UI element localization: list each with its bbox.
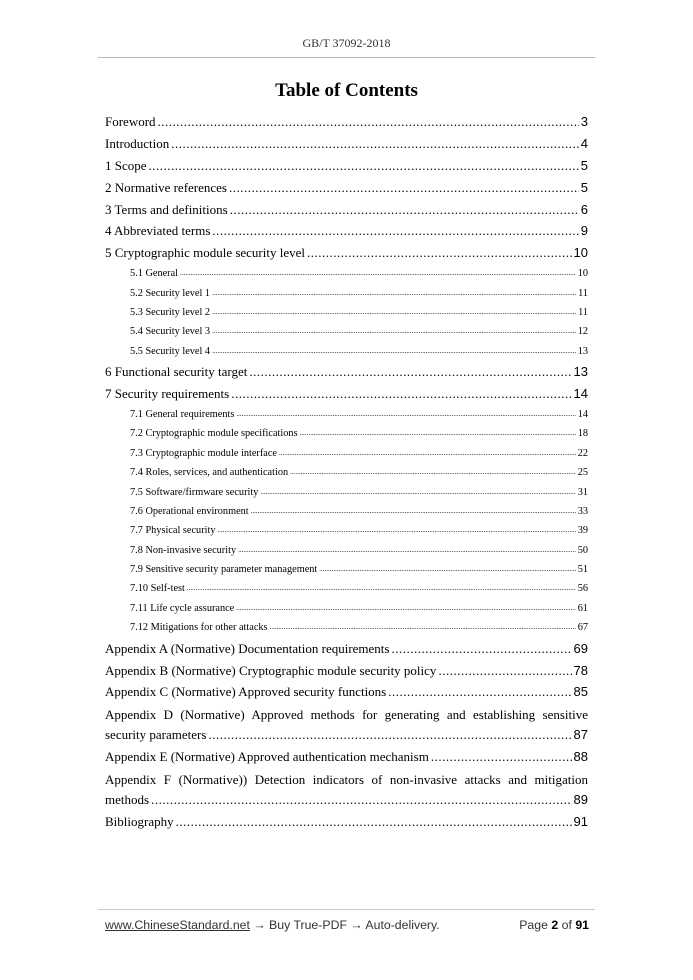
dot-leader: [391, 638, 571, 660]
toc-page-number: 78: [573, 662, 588, 678]
toc-entry[interactable]: [105, 703, 588, 746]
toc-entry-label: Bibliography: [105, 814, 174, 830]
dot-leader: [180, 263, 576, 283]
toc-entry-label: 7.4 Roles, services, and authentication: [130, 467, 289, 479]
toc-entry-label-line1: Appendix D (Normative) Approved methods for generating and establishing sensitive: [105, 707, 588, 723]
toc-page-number: 14: [573, 386, 588, 402]
dot-leader: [388, 681, 571, 703]
toc-entry-label: Foreword: [105, 113, 156, 129]
toc-subentry[interactable]: [105, 322, 588, 341]
toc-subentry[interactable]: [105, 284, 588, 303]
toc-entry-label: 5.2 Security level 1: [130, 287, 211, 299]
toc-page-number: 56: [577, 583, 588, 595]
toc-page-number: 25: [577, 467, 588, 479]
website-link[interactable]: www.ChineseStandard.net: [105, 918, 250, 932]
toc-entry-label: 2 Normative references: [105, 179, 227, 195]
toc-page-number: 67: [577, 622, 588, 634]
toc-page-number: 5: [580, 157, 588, 173]
toc-page-number: 13: [573, 364, 588, 380]
dot-leader: [208, 725, 571, 745]
toc-entry-label: Introduction: [105, 135, 170, 151]
toc-page-number: 22: [577, 447, 588, 459]
toc-entry-label: 7.9 Sensitive security parameter management: [130, 564, 318, 576]
toc-page-number: 14: [577, 408, 588, 420]
toc-entry-label: 6 Functional security target: [105, 364, 248, 380]
dot-leader: [249, 361, 571, 383]
toc-page-number: 5: [580, 179, 588, 195]
toc-page-number: 31: [577, 486, 588, 498]
dot-leader: [218, 520, 576, 540]
toc-entry-label: Appendix C (Normative) Approved security functions: [105, 684, 387, 700]
toc-page-number: 11: [578, 287, 588, 299]
toc-entry[interactable]: [105, 811, 588, 833]
toc-entry[interactable]: [105, 220, 588, 242]
toc-page-number: 4: [580, 135, 588, 151]
toc-entry[interactable]: [105, 768, 588, 811]
dot-leader: [319, 559, 575, 579]
dot-leader: [158, 111, 579, 133]
toc-subentry[interactable]: [105, 502, 588, 521]
dot-leader: [212, 341, 576, 361]
page-title: Table of Contents: [275, 80, 418, 101]
dot-leader: [238, 540, 576, 560]
toc-page-number: 89: [573, 791, 588, 807]
toc-entry[interactable]: [105, 681, 588, 703]
toc-page-number: 87: [573, 726, 588, 742]
toc-subentry[interactable]: [105, 483, 588, 502]
toc-entry-label: 7 Security requirements: [105, 386, 230, 402]
toc-subentry[interactable]: [105, 405, 588, 424]
toc-entry[interactable]: [105, 746, 588, 768]
dot-leader: [176, 811, 572, 833]
toc-page-number: 12: [577, 326, 588, 338]
toc-entry[interactable]: [105, 361, 588, 383]
dot-leader: [438, 660, 571, 682]
dot-leader: [307, 242, 572, 264]
toc-entry-label: security parameters: [105, 726, 207, 742]
toc-entry-label: 5.3 Security level 2: [130, 307, 211, 318]
dot-leader: [431, 746, 572, 768]
toc-entry-label: 7.7 Physical security: [130, 525, 216, 537]
toc-subentry[interactable]: [105, 541, 588, 560]
dot-leader: [260, 482, 575, 502]
toc-page-number: 50: [577, 544, 588, 556]
toc-subentry[interactable]: [105, 342, 588, 361]
toc-entry[interactable]: [105, 638, 588, 660]
dot-leader: [171, 133, 579, 155]
toc-entry-label: Appendix E (Normative) Approved authentication mechanism: [105, 749, 429, 765]
toc-entry-label: 7.1 General requirements: [130, 408, 235, 420]
toc-page-number: 33: [577, 505, 588, 517]
toc-page-number: 9: [580, 223, 588, 239]
dot-leader: [212, 220, 578, 242]
toc-entry-label: 3 Terms and definitions: [105, 201, 228, 217]
dot-leader: [149, 155, 579, 177]
toc-entry-label: 5.1 General: [130, 268, 179, 280]
running-header: GB/T 37092-2018: [302, 36, 391, 50]
promo-text: → Buy True-PDF → Auto-delivery.: [253, 918, 440, 932]
page-indicator: [519, 918, 589, 932]
page-prefix: Page: [519, 918, 548, 932]
toc-subentry[interactable]: [105, 424, 588, 443]
toc-entry[interactable]: [105, 177, 588, 199]
toc-page-number: 69: [573, 640, 588, 656]
dot-leader: [187, 578, 576, 598]
dot-leader: [251, 501, 576, 521]
toc-subentry[interactable]: [105, 599, 588, 618]
toc-entry[interactable]: [105, 383, 588, 405]
toc-entry-label: 5.5 Security level 4: [130, 345, 211, 357]
toc-subentry[interactable]: [105, 463, 588, 482]
toc-entry[interactable]: [105, 660, 588, 682]
toc-page-number: 6: [580, 201, 588, 217]
toc-page-number: 18: [577, 428, 588, 440]
toc-entry-label: 4 Abbreviated terms: [105, 223, 211, 239]
dot-leader: [231, 383, 571, 405]
toc-entry-label-line1: Appendix F (Normative)) Detection indicators of non-invasive attacks and mitigation: [105, 772, 588, 788]
total-pages: 91: [575, 918, 589, 932]
toc-page-number: 61: [577, 602, 588, 614]
toc-subentry[interactable]: [105, 303, 588, 322]
header-divider: [98, 57, 595, 58]
toc-entry-label: Appendix A (Normative) Documentation requirements: [105, 640, 390, 656]
toc-entry[interactable]: [105, 242, 588, 264]
toc-page-number: 11: [578, 307, 588, 318]
toc-entry-label: 5.4 Security level 3: [130, 326, 211, 338]
toc-subentry[interactable]: [105, 444, 588, 463]
toc-page-number: 10: [577, 268, 588, 280]
dot-leader: [300, 423, 576, 443]
table-of-contents: [105, 111, 588, 833]
toc-entry-label: 7.3 Cryptographic module interface: [130, 447, 277, 459]
toc-entry[interactable]: [105, 155, 588, 177]
toc-entry-label: 1 Scope: [105, 157, 147, 173]
toc-entry-label: 7.5 Software/firmware security: [130, 486, 259, 498]
current-page-number: 2: [551, 918, 559, 932]
toc-page-number: 39: [577, 525, 588, 537]
toc-page-number: 51: [577, 564, 588, 576]
toc-entry-label: methods: [105, 791, 150, 807]
toc-entry[interactable]: [105, 199, 588, 221]
toc-entry-label: 7.11 Life cycle assurance: [130, 602, 235, 614]
page-of: of: [561, 918, 572, 932]
dot-leader: [270, 617, 576, 637]
toc-page-number: 10: [573, 245, 588, 261]
dot-leader: [212, 302, 576, 322]
toc-subentry[interactable]: [105, 521, 588, 540]
dot-leader: [212, 283, 576, 303]
toc-page-number: 91: [573, 814, 588, 830]
toc-entry-label: 7.6 Operational environment: [130, 505, 249, 517]
dot-leader: [236, 598, 575, 618]
toc-page-number: 3: [580, 113, 588, 129]
dot-leader: [151, 790, 571, 810]
dot-leader: [229, 177, 579, 199]
footer-divider: [98, 909, 595, 910]
toc-entry[interactable]: [105, 111, 588, 133]
toc-subentry[interactable]: [105, 560, 588, 579]
page-footer: [105, 918, 589, 932]
dot-leader: [212, 321, 576, 341]
toc-page-number: 88: [573, 749, 588, 765]
toc-page-number: 85: [573, 684, 588, 700]
toc-entry-label: 7.10 Self-test: [130, 583, 185, 595]
dot-leader: [279, 443, 576, 463]
toc-page-number: 13: [577, 345, 588, 357]
dot-leader: [230, 199, 579, 221]
dot-leader: [290, 462, 576, 482]
toc-subentry[interactable]: [105, 618, 588, 637]
toc-entry-label: 7.2 Cryptographic module specifications: [130, 428, 298, 440]
toc-entry[interactable]: [105, 133, 588, 155]
toc-entry-label: 7.8 Non-invasive security: [130, 544, 237, 556]
toc-entry-label: 7.12 Mitigations for other attacks: [130, 622, 268, 634]
toc-subentry[interactable]: [105, 264, 588, 283]
dot-leader: [236, 404, 575, 424]
toc-entry-label: Appendix B (Normative) Cryptographic module security policy: [105, 662, 437, 678]
toc-subentry[interactable]: [105, 579, 588, 598]
toc-entry-label: 5 Cryptographic module security level: [105, 245, 306, 261]
